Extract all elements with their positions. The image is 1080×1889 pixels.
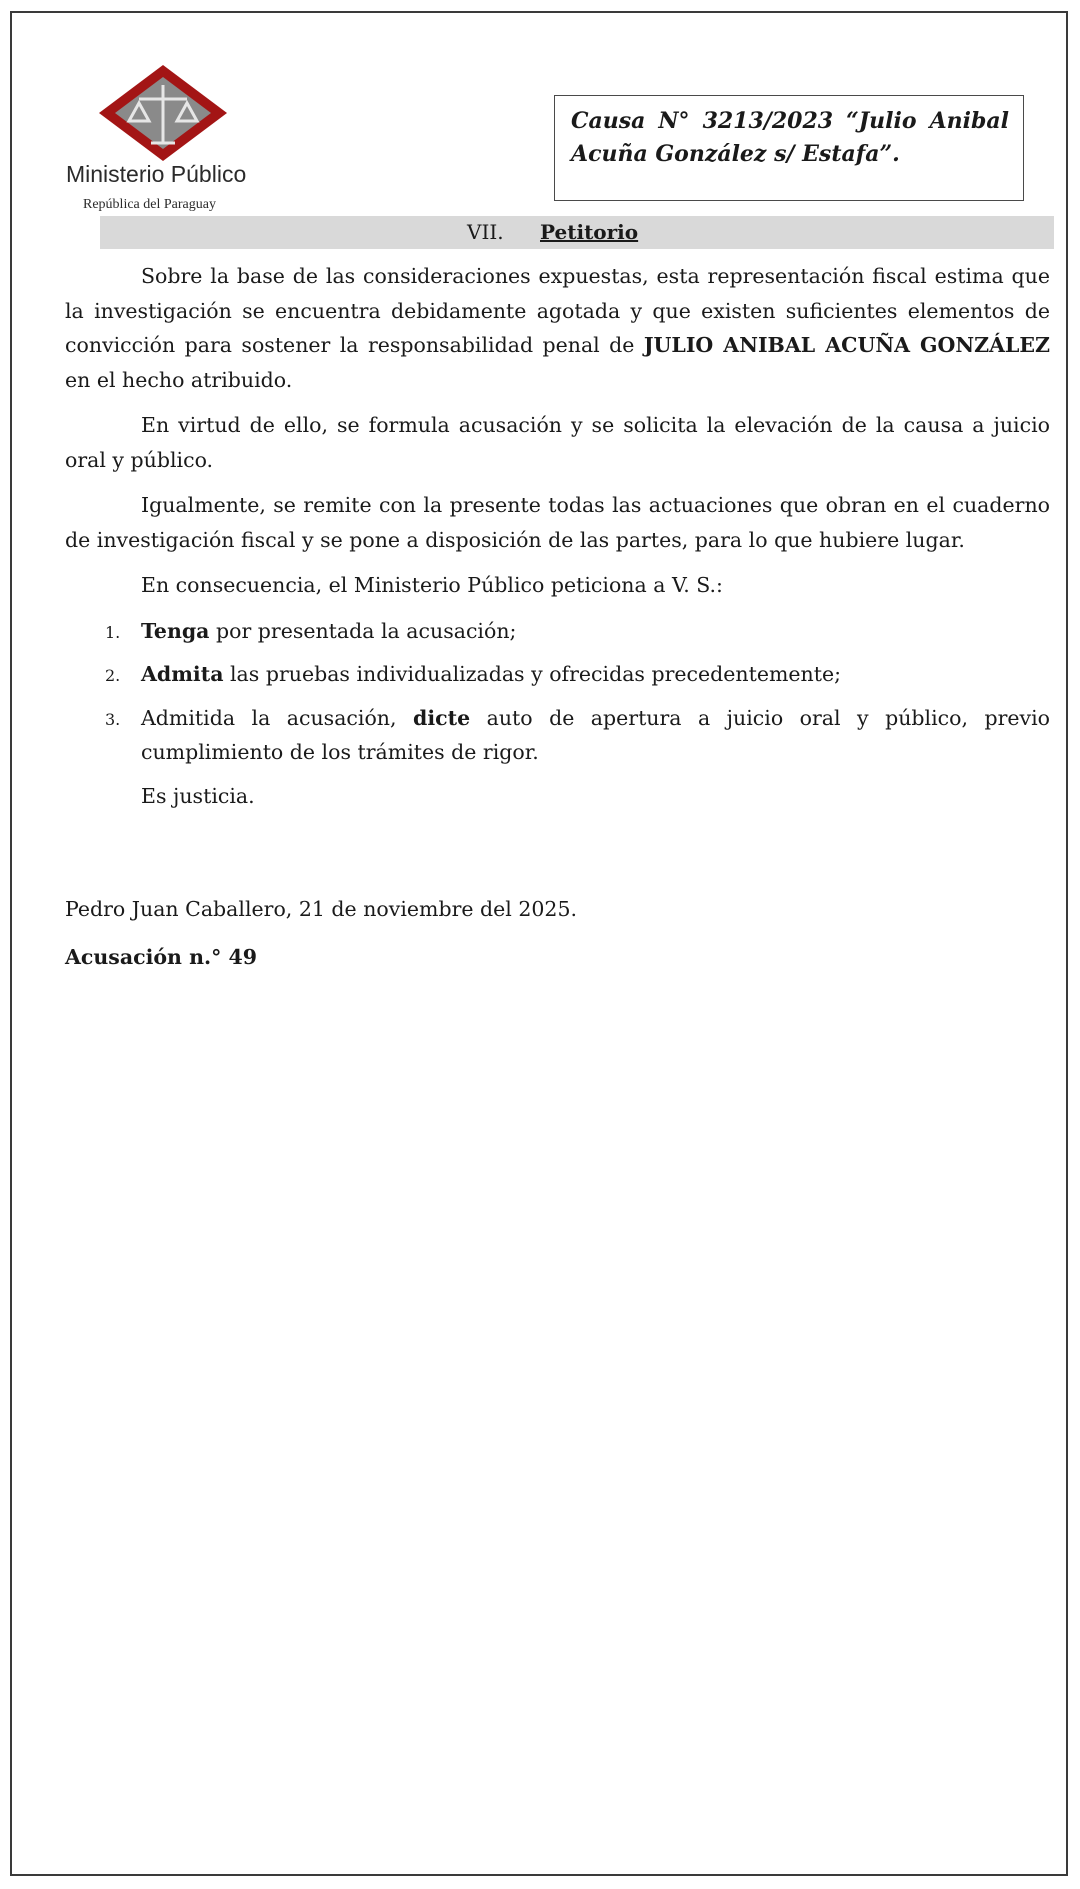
list-item-lead: Admitida la acusación, — [141, 705, 413, 730]
paragraph-1 — [65, 259, 1050, 397]
defendant-name: JULIO ANIBAL ACUÑA GONZÁLEZ — [643, 333, 1050, 357]
list-item-verb: dicte — [413, 705, 471, 730]
ministerio-publico-logo — [64, 63, 274, 215]
paragraph-2: En virtud de ello, se formula acusación y se solicita la elevación de la causa a juicio oral y público. — [65, 413, 1050, 472]
logo-name: Ministerio Público — [66, 161, 247, 187]
logo-subtitle: República del Paraguay — [83, 197, 216, 212]
list-item-verb: Tenga — [141, 618, 210, 643]
list-item-verb: Admita — [141, 662, 224, 686]
closing-phrase: Es justicia. — [141, 783, 255, 808]
place-and-date: Pedro Juan Caballero, 21 de noviembre del 2025. — [65, 897, 578, 921]
paragraph-1-end: en el hecho atribuido. — [65, 367, 293, 392]
list-item — [65, 701, 1050, 770]
section-heading — [100, 216, 1054, 249]
list-item — [65, 657, 1050, 692]
list-item — [65, 614, 1050, 649]
list-item-number: 3. — [105, 709, 121, 729]
list-item-text: las pruebas individualizadas y ofrecidas precedentemente; — [223, 662, 842, 686]
document-page — [10, 11, 1068, 1876]
list-item-text: auto de apertura a juicio oral y público, previo cumplimiento de los trámites de rigor. — [141, 705, 1050, 764]
section-number: VII. — [467, 220, 504, 244]
paragraph-3: Igualmente, se remite con la presente todas las actuaciones que obran en el cuaderno de investigación fiscal y se pone a disposición de las partes, para lo que hubiere lugar. — [65, 493, 1050, 552]
paragraph-4: En consecuencia, el Ministerio Público peticiona a V. S.: — [141, 573, 723, 597]
list-item-number: 1. — [105, 622, 121, 642]
petition-list — [65, 614, 1050, 770]
list-item-text: por presentada la acusación; — [209, 618, 517, 643]
accusation-number: Acusación n.° 49 — [65, 945, 258, 969]
document-body — [65, 259, 1050, 813]
scales-of-justice-icon — [97, 63, 229, 163]
case-caption-box — [554, 95, 1024, 201]
list-item-number: 2. — [105, 666, 121, 685]
case-caption: Causa N° 3213/2023 “Julio Anibal Acuña González s/ Estafa”. — [571, 108, 1009, 167]
paragraph-1-text: Sobre la base de las consideraciones expuestas, esta representación fiscal estima que la investigación se encuentra debidamente agotada y que existen suficientes elementos de convicción para sostener la responsabilidad penal de — [65, 264, 1050, 357]
section-title: Petitorio — [540, 220, 639, 244]
